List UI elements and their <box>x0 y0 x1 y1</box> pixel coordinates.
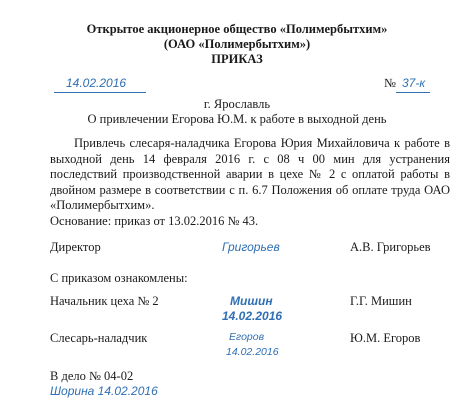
company-short-name: (ОАО «Полимербытхим») <box>163 37 311 51</box>
person-signature: Егоров <box>229 331 265 343</box>
order-subject: О привлечении Егорова Ю.М. к работе в выходной день <box>87 112 387 126</box>
acquainted-heading: С приказом ознакомлены: <box>50 271 188 285</box>
order-paragraph: Привлечь слесаря-наладчика Егорова Юрия Михайловича к работе в выходной день 14 февраля 2016 г. с 08 ч 00 мин для устранения последствий производственной аварии в цехе № 2 с оплатой работы в двойном размере в соответствии с п. 6.7 Положения об оплате труда ОАО «Полимербытхим». <box>50 136 450 212</box>
company-full-name: Открытое акционерное общество «Полимербытхим» <box>86 22 388 36</box>
city: г. Ярославль <box>203 97 271 111</box>
director-name: А.В. Григорьев <box>350 240 431 254</box>
director-title: Директор <box>50 240 101 254</box>
director-signature: Григорьев <box>222 240 280 254</box>
order-basis: Основание: приказ от 13.02.2016 № 43. <box>50 213 259 228</box>
document-type-title: ПРИКАЗ <box>211 52 263 66</box>
number-underline <box>396 92 430 93</box>
person-name: Г.Г. Мишин <box>350 294 412 308</box>
person-sign-date: 14.02.2016 <box>226 346 279 358</box>
filing-signature: Шорина 14.02.2016 <box>50 384 158 398</box>
filing-note: В дело № 04-02 <box>50 369 134 383</box>
person-sign-date: 14.02.2016 <box>222 309 283 323</box>
order-number: 37-к <box>402 76 426 90</box>
person-name: Ю.М. Егоров <box>350 331 421 345</box>
person-title: Начальник цеха № 2 <box>50 294 159 308</box>
order-date: 14.02.2016 <box>66 76 127 90</box>
person-title: Слесарь-наладчик <box>50 331 148 345</box>
person-signature: Мишин <box>230 294 273 308</box>
number-sign: № <box>384 76 396 90</box>
date-underline <box>54 92 146 93</box>
order-body <box>50 136 450 229</box>
